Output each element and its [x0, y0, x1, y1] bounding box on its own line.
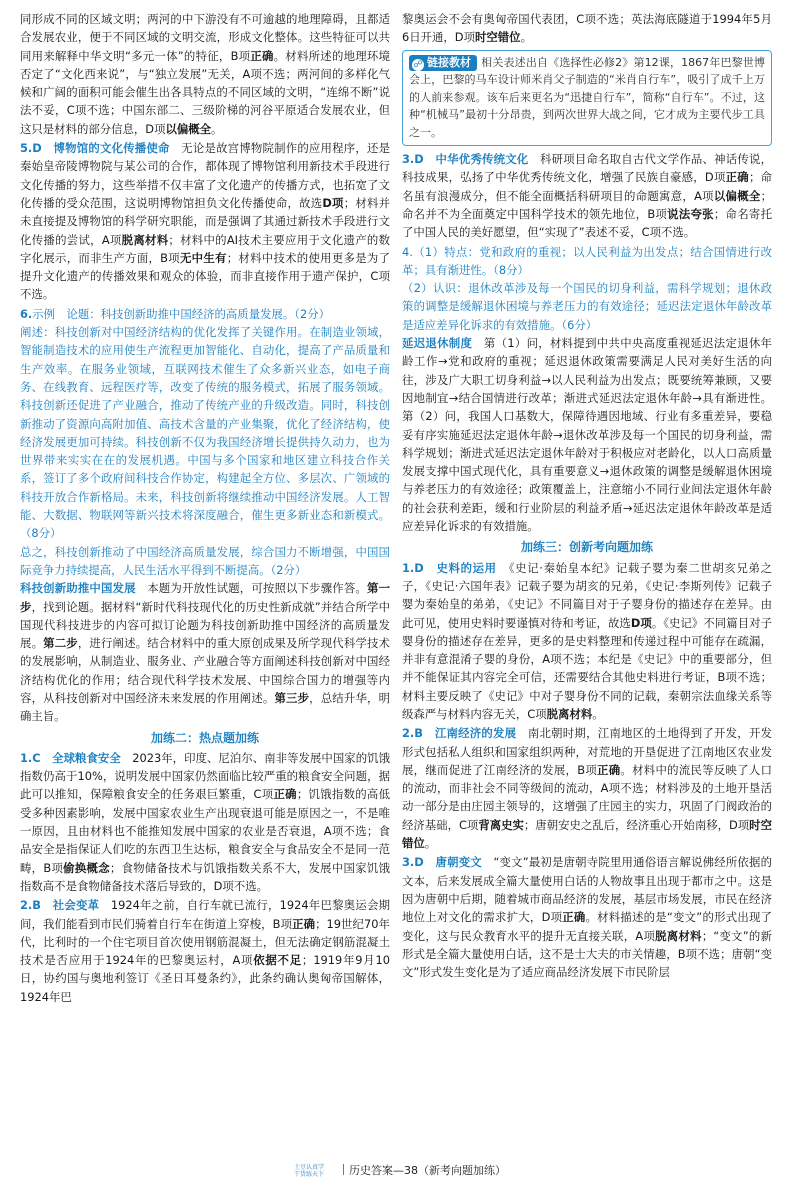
answer-innov-1: 1.D 史料的运用 《史记·秦始皇本纪》记载子婴为秦二世胡亥兄弟之子，《史记·六国年表》记载子婴为胡亥的兄弟，《史记·李斯列传》记载子婴为秦始皇的弟弟，《史记》不同篇目对于子婴身份的描述存在差异。由此可见，使用史料时要谨慎对待和考证，故选D项。《史记》不同篇目对子婴身份的描述存在差异，更多的是史料整理和传递过程中可能存在疏漏，并非有意混淆子婴的身份，A项不选；本纪是《史记》中的重要部分，但并不能保证其内容完全可信，还需要结合其他史料进行考证，B项不选；材料主要反映了《史记》中对子婴身份不同的记载，秦朝宗法血缘关系等级森严与材料内容无关，C项脱离材料。: [402, 560, 772, 721]
answer-hot-4-part1: 4.（1）特点：党和政府的重视；以人民利益为出发点；结合国情进行改革；具有渐进性。（8分）: [402, 244, 772, 277]
intro-paragraph: 同形成不同的区域文明；两河的中下游没有不可逾越的地理障碍，且都适合发展农业，便于不同区域的文明交流，形成文化整体。这些特征可以共同用来解释中华文明“多元一体”的特征，B项正确。材料所述的地理环境否定了“文化西来说”，与“独立发展”无关，A项不选；两河间的多样化气候和广阔的面积可能会催生出各具特点的不同区域的文明，“连绵不断”说法不妥，C项不选；中国东部二、三级阶梯的河谷平原适合发展农业，但这只是材料的部分信息，D项以偏概全。: [20, 12, 390, 136]
answer-innov-3: 3.D 唐朝变文 “变文”最初是唐朝寺院里用通俗语言解说佛经所依据的文本，后来发展成全篇大量使用白话的人物故事且出现于都市之中。这是因为唐朝中后期，随着城市商品经济的发展，基层市场发展，市民在经济地位上对文化的需求扩大，D项正确。材料描述的是“变文”的形式出现了变化，这与民众教育水平的提升无直接关联，A项脱离材料；“变文”的新形式是全篇大量使用白话，这不是士大夫的市关情趣，B项不选；唐朝“变文”形式发生变化是为了适应商品经济发展下市民阶层: [402, 855, 772, 980]
page-footer: [0, 1162, 800, 1180]
answer-hot-2-continued: 黎奥运会不会有奥匈帝国代表团，C项不选；英法海底隧道于1994年5月6日开通，D项时空错位。: [402, 12, 772, 45]
textbook-link-box: [402, 50, 772, 147]
section-title-hot-topics: 加练二：热点题加练: [150, 730, 259, 745]
answer-6-elaboration: 阐述：科技创新对中国经济结构的优化发挥了关键作用。在制造业领域，智能制造技术的应用使生产流程更加智能化、自动化，提高了产品质量和生产效率。在服务业领域，互联网技术催生了众多新兴业态，如电子商务、在线教育、远程医疗等，改变了传统的服务模式，拓展了服务领域。科技创新还促进了产业融合，推动了传统产业的升级改造。同时，科技创新推动了资源向高附加值、高技术含量的产业集聚，优化了经济结构，使经济发展更加可持续。科技创新不仅为我国经济增长提供持久动力，也为世界带来实实在在的发展机遇。中国与多个国家和地区建立科技合作关系，签订了多个政府间科技合作协定，构建起全方位、多层次、广领域的科技开放合作新格局。未来，科技创新将继续推动中国经济发展。人工智能、大数据、物联网等新兴技术将深度融合，催生更多新业态和新模式。（8分）: [20, 325, 390, 541]
link-icon: ☍: [413, 59, 423, 70]
footer-section-label: （新考向题加练）: [418, 1164, 506, 1177]
answer-hot-1: 1.C 全球粮食安全 2023年，印度、尼泊尔、南非等发展中国家的饥饿指数仍高于10%，说明发展中国家仍然面临比较严重的粮食安全问题，据此可以推知，保障粮食安全的任务艰巨繁重，C项正确；饥饿指数的高低受多种因素影响，发展中国家农业生产出现衰退可能是原因之一，不是唯一原因，且由材料也不能推知发展中国家的农业是否衰退，A项不选；食品安全是指保证人们吃的东西卫生达标，粮食安全与食品安全不是同一范畴，B项偷换概念；食物储备技术与饥饿指数关系不大，发展中国家饥饿指数高不是食物储备技术落后导致的，D项不选。: [20, 750, 390, 893]
answer-6-summary: 总之，科技创新推动了中国经济高质量发展，综合国力不断增强，中国国际竞争力持续提高，人民生活水平得到不断提高。（2分）: [20, 544, 390, 577]
section-title-innovation: 加练三：创新考向题加练: [520, 540, 653, 555]
answer-5: 5.D 博物馆的文化传播使命 无论是故宫博物院制作的应用程序，还是秦始皇帝陵博物院与某公司的合作，都体现了博物馆利用新技术手段进行文化传播的努力，这些举措不仅丰富了文化遗产的传播方式，也拓宽了文化传播的受众范围，这说明博物馆担负文化传播使命，故选D项；材料并未直接提及博物馆的科学研究职能，而是强调了其通过新技术手段进行文化传播的尝试，A项脱离材料；材料中的AI技术主要应用于文化遗产的数字化展示，而非生产方面，B项无中生有；材料中技术的使用更多是为了提升文化遗产的传播效果和观众的体验，而非直接作用于遗产保护，C项不选。: [20, 141, 390, 302]
answer-hot-4-part2: （2）认识：退休改革涉及每一个国民的切身利益，需科学规划；退休政策的调整是缓解退休困境与养老压力的有效途径；延迟法定退休年龄改革是适应差异化诉求的有效措施。（6分）: [402, 281, 772, 332]
answer-hot-4-analysis: 延迟退休制度 第（1）问，材料提到中共中央高度重视延迟法定退休年龄工作→党和政府的重视；延迟退休政策需要满足人民对美好生活的向往，涉及广大职工切身利益→以人民利益为出发点；既要统筹兼顾，又要因地制宜→结合国情进行改革；渐进式延迟法定退休年龄→具有渐进性。第（2）问，我国人口基数大，保障待遇因地域、行业有多重差异，要稳妥有序实施延迟法定退休年龄→退休改革涉及每一个国民的切身利益，需科学规划；渐进式延迟法定退休年龄对于积极应对老龄化，以人口高质量发展支撑中国式现代化，具有重要意义→退休政策的调整是缓解退休困境与养老压力的有效途径；政策覆盖上，注意缩小不同行业间法定退休年龄的社会获利差距，缓和行业阶层的利益矛盾→延迟法定退休年龄改革是适应差异化诉求的有效措施。: [402, 336, 772, 534]
answer-6-thesis: 6.示例 论题：科技创新助推中国经济的高质量发展。（2分）: [20, 306, 330, 321]
answer-6-analysis: 科技创新助推中国发展 本题为开放性试题，可按照以下步骤作答。第一步，找到论题。据材料“新时代科技现代化的历史性新成就”并结合所学中国现代科技进步的内容可拟订论题为科技创新助推中国经济的高质量发展。第二步，进行阐述。结合材料中的重大原创成果及所学现代科学技术的发展影响，从制造业、服务业、产业融合等方面阐述科技创新对中国经济结构优化的作用；结合现代科学技术发展、中国综合国力的增强等内容，从科技创新对中国经济未来发展的作用阐述。第三步，总结升华，明确主旨。: [20, 581, 390, 724]
answer-hot-2: 2.B 社会变革 1924年之前，自行车就已流行，1924年巴黎奥运会期间，我们能看到市民们骑着自行车在街道上穿梭，B项正确；19世纪70年代，比利时的一个住宅项目首次使用钢筋混凝土，但无法确定钢筋混凝土技术是否应用于1924年的巴黎奥运村，A项依据不足；1919年9月10日，协约国与奥地利签订《圣日耳曼条约》，此条约确认奥匈帝国解体，1924年巴: [20, 898, 390, 1004]
answer-hot-3: 3.D 中华优秀传统文化 科研项目命名取自古代文学作品、神话传说，科技成果，弘扬了中华优秀传统文化，增强了民族自豪感，D项正确；命名虽有浪漫成分，但不能全面概括科研项目的命题寓意，A项以偏概全；命名并不为全面奠定中国科学技术的领先地位，B项说法夸张；命名寄托了中国人民的美好愿望，但“实现了”表述不妥，C项不选。: [402, 152, 772, 240]
left-column: [20, 10, 390, 1006]
textbook-link-text: 相关表述出自《选择性必修2》第12课，1867年巴黎世博会上，巴黎的马车设计师米肖父子制造的“米肖自行车”，吸引了成千上万的人前来参观。该车后来更名为“迅捷自行车”，简称“自行车”。不过，这种“机械马”最初十分昂贵，到两次世界大战之间，它才成为主要代步工具之一。: [409, 55, 765, 139]
footer-divider: [343, 1164, 344, 1175]
answer-innov-2: 2.B 江南经济的发展 南北朝时期，江南地区的土地得到了开发，开发形式包括私人组织和国家组织两种，对荒地的开垦促进了江南地区农业发展，继而促进了江南经济的发展，B项正确。材料中的流民等反映了人口的流动，而非社会不同等级间的流动，A项不选；材料涉及的土地开垦活动一部分是由庄园主领导的，这增强了庄园主的实力，巩固了门阀政治的经济基础，C项背离史实；唐朝安史之乱后，经济重心开始南移，D项时空错位。: [402, 726, 772, 851]
publisher-logo: 土豆认真学 干货练天下: [294, 1164, 325, 1178]
right-column: [402, 10, 772, 981]
footer-page-label: 历史答案—38: [349, 1164, 418, 1177]
textbook-link-label: ☍ 链接教材: [409, 55, 477, 71]
